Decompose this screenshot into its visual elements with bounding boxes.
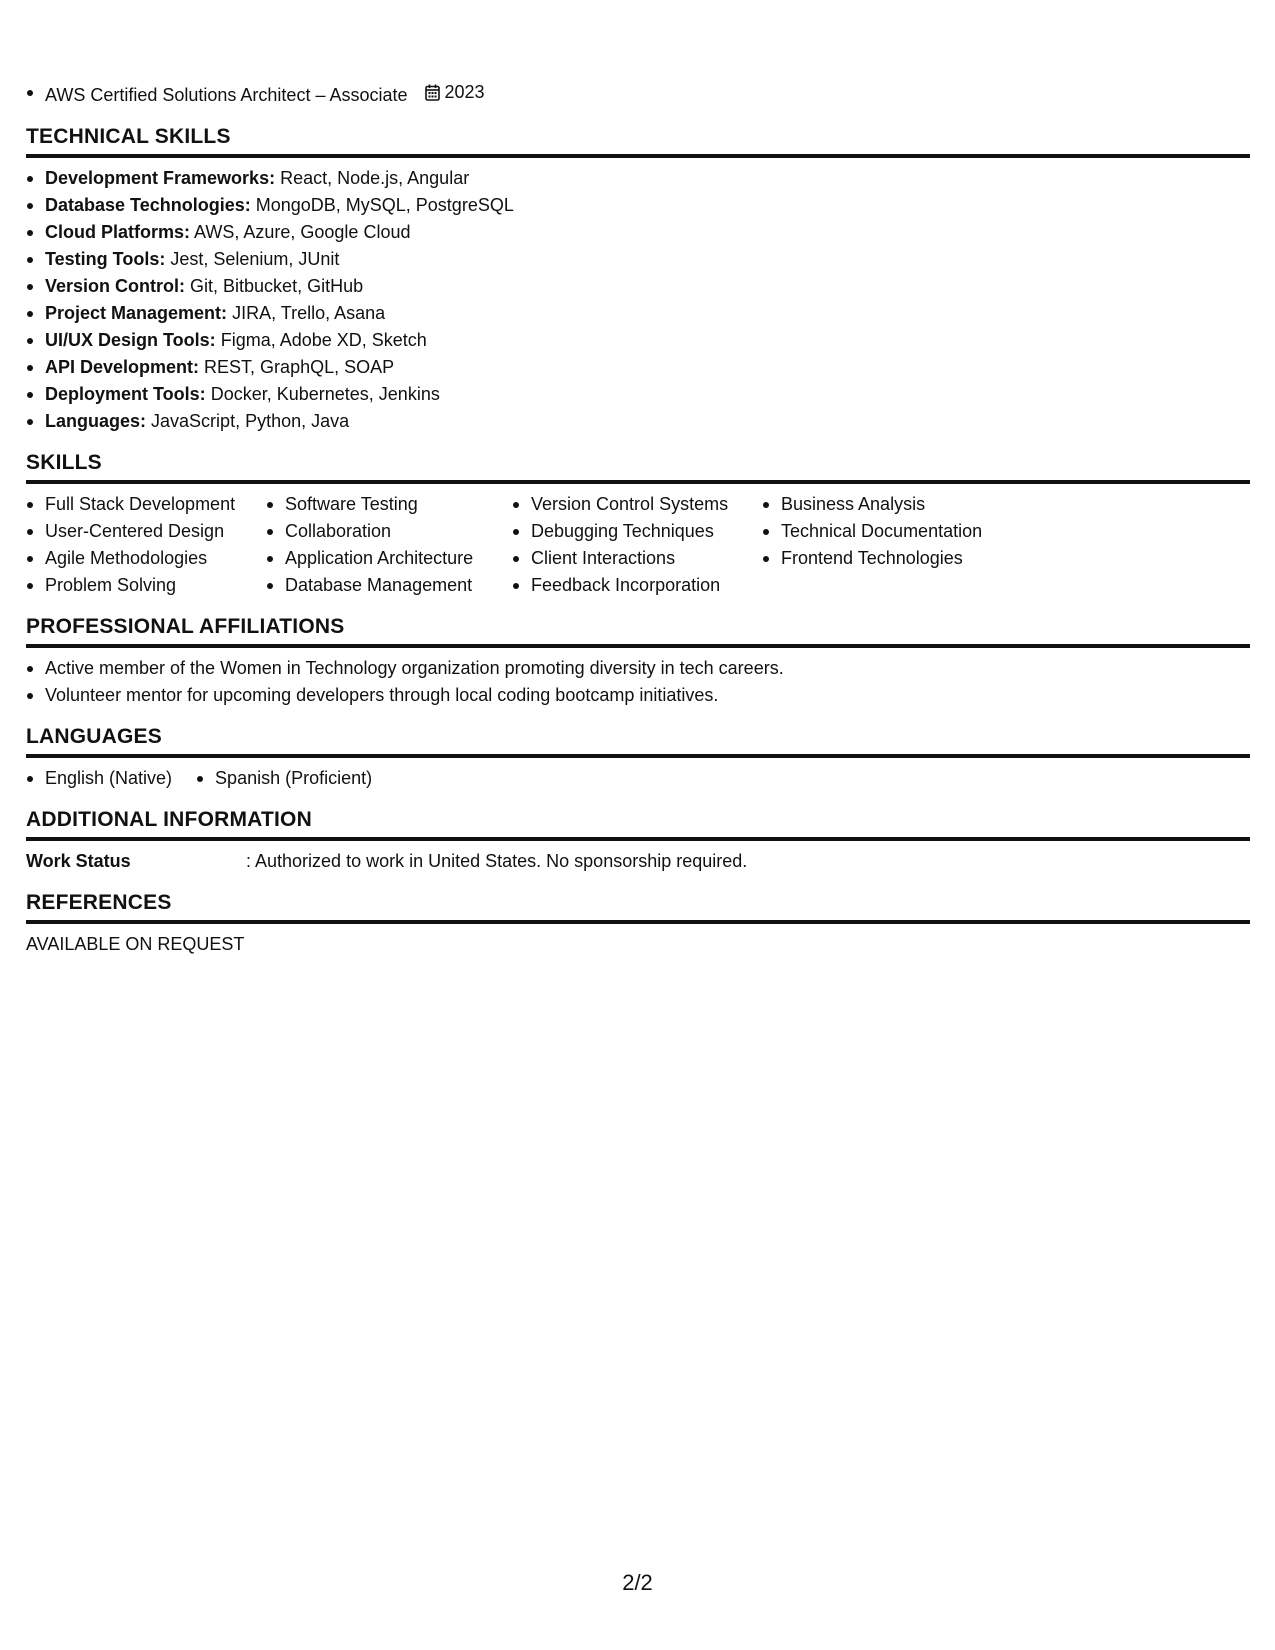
skills-column — [512, 491, 762, 599]
section-title-technical-skills: TECHNICAL SKILLS — [26, 109, 1250, 158]
technical-skill-value: REST, GraphQL, SOAP — [204, 357, 395, 377]
technical-skill-item — [26, 165, 1250, 192]
section-title-affiliations: PROFESSIONAL AFFILIATIONS — [26, 599, 1250, 648]
work-status-label: Work Status — [26, 851, 131, 871]
technical-skill-value: MongoDB, MySQL, PostgreSQL — [255, 195, 514, 215]
section-title-skills: SKILLS — [26, 435, 1250, 484]
technical-skill-value: JavaScript, Python, Java — [151, 411, 350, 431]
skills-column — [762, 491, 1022, 599]
skill-item: Version Control Systems — [512, 491, 762, 518]
certification-date — [425, 79, 485, 106]
technical-skill-value: Jest, Selenium, JUnit — [170, 249, 340, 269]
section-title-additional-info: ADDITIONAL INFORMATION — [26, 792, 1250, 841]
technical-skills-section — [26, 109, 1250, 435]
technical-skill-value: React, Node.js, Angular — [280, 168, 470, 188]
skills-section — [26, 435, 1250, 599]
technical-skill-label: Database Technologies: — [45, 195, 251, 215]
technical-skill-item — [26, 300, 1250, 327]
technical-skill-item — [26, 381, 1250, 408]
certifications-list — [26, 79, 1250, 109]
section-title-references: REFERENCES — [26, 875, 1250, 924]
technical-skill-label: Deployment Tools: — [45, 384, 206, 404]
skill-item: User-Centered Design — [26, 518, 266, 545]
language-item: English (Native) — [26, 765, 172, 792]
technical-skill-item — [26, 273, 1250, 300]
technical-skill-label: Languages: — [45, 411, 147, 431]
technical-skill-label: API Development: — [45, 357, 200, 377]
technical-skill-item — [26, 246, 1250, 273]
skill-item: Problem Solving — [26, 572, 266, 599]
certification-item — [26, 79, 1250, 109]
work-status-row — [26, 848, 1250, 875]
technical-skill-item — [26, 354, 1250, 381]
skills-grid — [26, 484, 1250, 599]
affiliation-item: Volunteer mentor for upcoming developers through local coding bootcamp initiatives. — [26, 682, 1250, 709]
affiliations-list — [26, 648, 1250, 709]
skill-item: Client Interactions — [512, 545, 762, 572]
technical-skill-label: UI/UX Design Tools: — [45, 330, 216, 350]
technical-skills-list — [26, 158, 1250, 435]
skill-item: Collaboration — [266, 518, 512, 545]
additional-info-section — [26, 792, 1250, 875]
technical-skill-label: Project Management: — [45, 303, 228, 323]
technical-skill-value: Git, Bitbucket, GitHub — [190, 276, 364, 296]
affiliation-item: Active member of the Women in Technology organization promoting diversity in tech careers. — [26, 655, 1250, 682]
technical-skill-value: Docker, Kubernetes, Jenkins — [210, 384, 440, 404]
technical-skill-item — [26, 219, 1250, 246]
technical-skill-label: Development Frameworks: — [45, 168, 276, 188]
work-status-value: : Authorized to work in United States. No sponsorship required. — [246, 851, 748, 871]
skills-column — [26, 491, 266, 599]
references-section — [26, 875, 1250, 958]
skill-item: Business Analysis — [762, 491, 1022, 518]
technical-skill-item — [26, 192, 1250, 219]
technical-skill-item — [26, 408, 1250, 435]
skills-column — [266, 491, 512, 599]
technical-skill-value: AWS, Azure, Google Cloud — [194, 222, 411, 242]
technical-skill-value: Figma, Adobe XD, Sketch — [220, 330, 427, 350]
languages-section — [26, 709, 1250, 792]
page-number: 2/2 — [622, 1570, 653, 1595]
references-text: AVAILABLE ON REQUEST — [26, 934, 245, 954]
technical-skill-label: Version Control: — [45, 276, 186, 296]
skill-item: Technical Documentation — [762, 518, 1022, 545]
skill-item: Frontend Technologies — [762, 545, 1022, 572]
skill-item: Feedback Incorporation — [512, 572, 762, 599]
skill-item: Software Testing — [266, 491, 512, 518]
language-item: Spanish (Proficient) — [196, 765, 372, 792]
section-title-languages: LANGUAGES — [26, 709, 1250, 758]
skill-item: Agile Methodologies — [26, 545, 266, 572]
technical-skill-label: Cloud Platforms: — [45, 222, 191, 242]
resume-page — [26, 0, 1250, 958]
skill-item: Database Management — [266, 572, 512, 599]
technical-skill-label: Testing Tools: — [45, 249, 166, 269]
certification-name: AWS Certified Solutions Architect – Associate — [45, 85, 408, 105]
skill-item: Application Architecture — [266, 545, 512, 572]
calendar-icon — [425, 84, 440, 101]
languages-list — [26, 758, 1250, 792]
certification-year: 2023 — [444, 82, 485, 102]
technical-skill-value: JIRA, Trello, Asana — [232, 303, 386, 323]
skill-item: Debugging Techniques — [512, 518, 762, 545]
affiliations-section — [26, 599, 1250, 709]
skill-item: Full Stack Development — [26, 491, 266, 518]
technical-skill-item — [26, 327, 1250, 354]
